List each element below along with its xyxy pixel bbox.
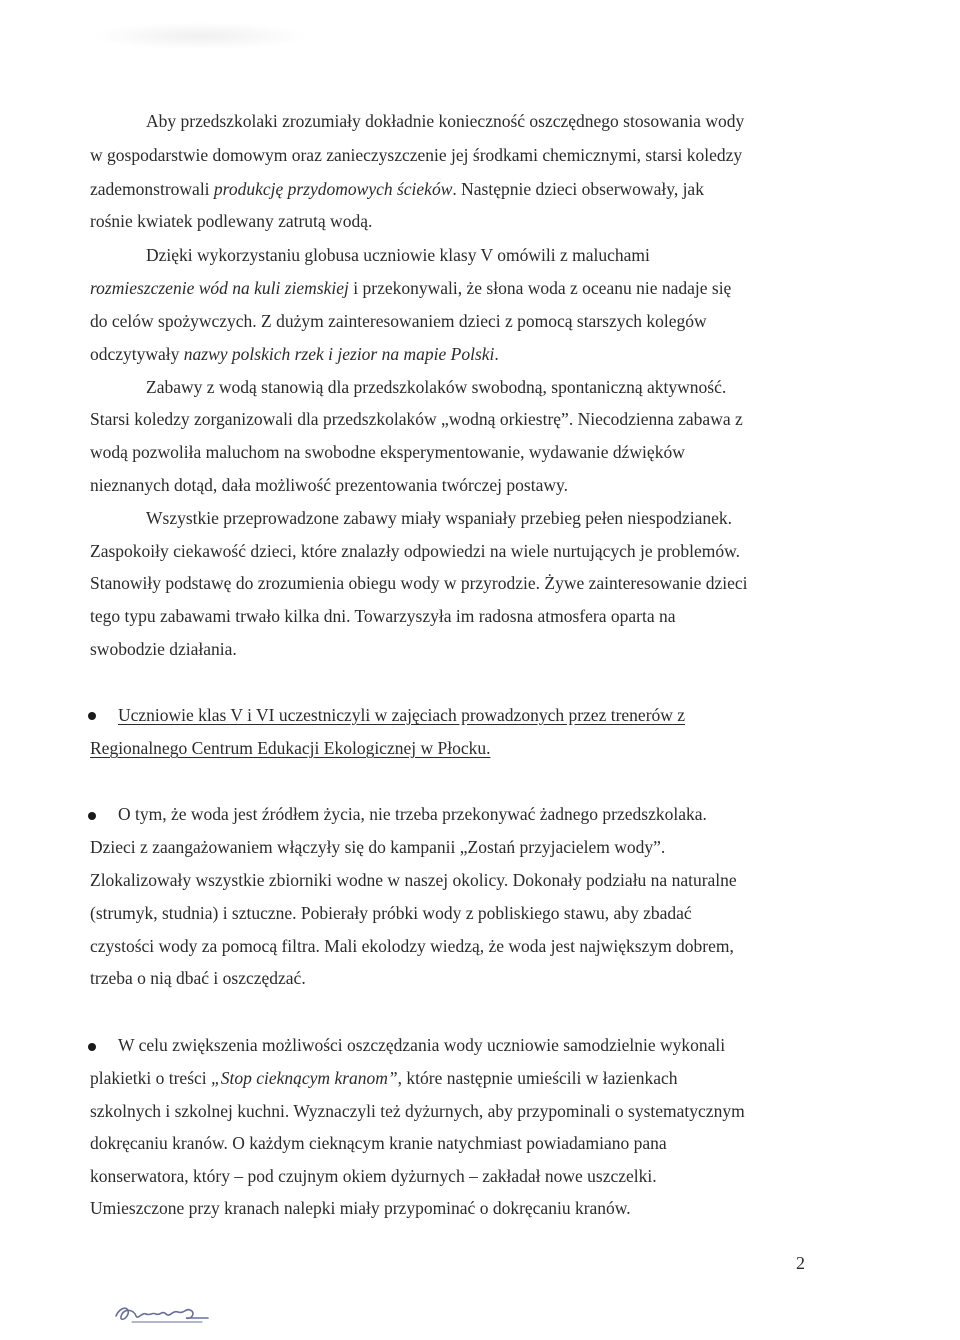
p1-line1: Aby przedszkolaki zrozumiały dokładnie konieczność oszczędnego stosowania wody — [146, 111, 745, 131]
b1-line2 — [90, 737, 490, 759]
handwritten-signature — [112, 1300, 222, 1328]
p3-line2: Starsi koledzy zorganizowali dla przedszkolaków „wodną orkiestrę”. Niecodzienna zabawa z — [90, 409, 743, 429]
b1-line1-underlined: Uczniowie klas V i VI uczestniczyli w zajęciach prowadzonych przez trenerów z — [118, 705, 686, 725]
p1-line4: rośnie kwiatek podlewany zatrutą wodą. — [90, 211, 373, 231]
p3-line3: wodą pozwoliła maluchom na swobodne eksperymentowanie, wydawanie dźwięków — [90, 442, 685, 462]
bullet-dot-1 — [88, 712, 96, 720]
b2-line1: O tym, że woda jest źródłem życia, nie trzeba przekonywać żadnego przedszkolaka. — [118, 804, 707, 824]
p4-line2: Zaspokoiły ciekawość dzieci, które znalazły odpowiedzi na wiele nurtujących je problemów. — [90, 541, 741, 561]
b3-line2-pre: plakietki o treści — [90, 1068, 212, 1088]
b3-line3: szkolnych i szkolnej kuchni. Wyznaczyli też dyżurnych, aby przypominali o systematycznym — [90, 1101, 745, 1121]
p2-line2-post: i przekonywali, że słona woda z oceanu nie nadaje się — [348, 278, 732, 298]
p1-line2: w gospodarstwie domowym oraz zanieczyszczenie jej środkami chemicznymi, starsi koledzy — [90, 145, 743, 165]
b1-line2-underlined: Regionalnego Centrum Edukacji Ekologicznej w Płocku. — [90, 738, 491, 758]
p2-line2-italic: rozmieszczenie wód na kuli ziemskiej — [90, 278, 349, 298]
p4-line1: Wszystkie przeprowadzone zabawy miały wspaniały przebieg pełen niespodzianek. — [146, 508, 733, 528]
p1-line3 — [90, 178, 704, 200]
b3-line2-italic: „Stop cieknącym kranom” — [211, 1068, 398, 1088]
b3-line4: dokręcaniu kranów. O każdym cieknącym kranie natychmiast powiadamiano pana — [90, 1133, 667, 1153]
p2-line4-italic: nazwy polskich rzek i jezior na mapie Polski — [183, 344, 495, 364]
b2-line6: trzeba o nią dbać i oszczędzać. — [90, 968, 306, 988]
bullet-dot-3 — [88, 1043, 96, 1051]
p1-line3-italic: produkcję przydomowych ścieków — [213, 179, 453, 199]
p2-line1: Dzięki wykorzystaniu globusa uczniowie klasy V omówili z maluchami — [146, 245, 650, 265]
p2-line4-post: . — [494, 344, 499, 364]
p3-line1: Zabawy z wodą stanowią dla przedszkolaków swobodną, spontaniczną aktywność. — [146, 377, 727, 397]
p2-line4 — [90, 343, 499, 365]
p2-line2 — [90, 277, 731, 299]
b2-line3: Zlokalizowały wszystkie zbiorniki wodne w naszej okolicy. Dokonały podziału na naturalne — [90, 870, 737, 890]
b1-line1 — [118, 704, 685, 726]
bullet-dot-2 — [88, 812, 96, 820]
b3-line2-post: , które następnie umieścili w łazienkach — [397, 1068, 678, 1088]
b3-line2 — [90, 1067, 678, 1089]
p2-line3: do celów spożywczych. Z dużym zainteresowaniem dzieci z pomocą starszych kolegów — [90, 311, 707, 331]
p1-line3-pre: zademonstrowali — [90, 179, 214, 199]
p3-line4: nieznanych dotąd, dała możliwość prezentowania twórczej postawy. — [90, 475, 568, 495]
p4-line5: swobodzie działania. — [90, 639, 237, 659]
p1-line3-post: . Następnie dzieci obserwowały, jak — [452, 179, 704, 199]
p4-line3: Stanowiły podstawę do zrozumienia obiegu wody w przyrodzie. Żywe zainteresowanie dzieci — [90, 573, 748, 593]
page-number: 2 — [796, 1253, 805, 1273]
b3-line5: konserwatora, który – pod czujnym okiem dyżurnych – zakładał nowe uszczelki. — [90, 1166, 657, 1186]
b2-line2: Dzieci z zaangażowaniem włączyły się do kampanii „Zostań przyjacielem wody”. — [90, 837, 666, 857]
p2-line4-pre: odczytywały — [90, 344, 184, 364]
b3-line1: W celu zwiększenia możliwości oszczędzania wody uczniowie samodzielnie wykonali — [118, 1035, 726, 1055]
scan-smudge — [90, 22, 310, 50]
b2-line5: czystości wody za pomocą filtra. Mali ekolodzy wiedzą, że woda jest największym dobrem, — [90, 936, 734, 956]
b3-line6: Umieszczone przy kranach nalepki miały przypominać o dokręcaniu kranów. — [90, 1198, 631, 1218]
b2-line4: (strumyk, studnia) i sztuczne. Pobierały próbki wody z pobliskiego stawu, aby zbadać — [90, 903, 692, 923]
p4-line4: tego typu zabawami trwało kilka dni. Towarzyszyła im radosna atmosfera oparta na — [90, 606, 676, 626]
